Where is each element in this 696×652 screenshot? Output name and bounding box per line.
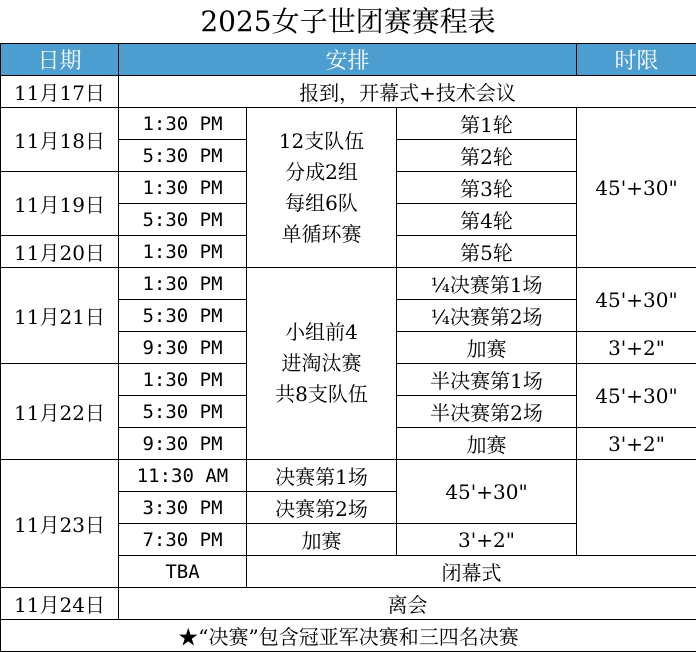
date-cell: 11月19日	[1, 172, 119, 236]
round-cell: 第1轮	[397, 108, 577, 140]
time-cell: 9:30 PM	[119, 332, 247, 364]
round-cell: 第3轮	[397, 172, 577, 204]
time-cell: 1:30 PM	[119, 108, 247, 140]
round-cell: 第4轮	[397, 204, 577, 236]
time-limit-cell: 45'+30"	[577, 268, 696, 332]
page-title: 2025女子世团赛赛程表	[0, 0, 696, 43]
group-stage-description	[247, 108, 397, 268]
time-cell: 1:30 PM	[119, 364, 247, 396]
knockout-line: 进淘汰赛	[247, 348, 396, 379]
header-date: 日期	[1, 44, 119, 76]
match-cell: ¼决赛第1场	[397, 268, 577, 300]
table-row	[1, 588, 696, 620]
date-cell: 11月24日	[1, 588, 119, 620]
group-stage-line: 每组6队	[247, 188, 396, 219]
time-limit-cell: 45'+30"	[577, 364, 696, 428]
time-cell: 1:30 PM	[119, 172, 247, 204]
event-cell: 报到，开幕式+技术会议	[119, 76, 696, 108]
time-cell: 3:30 PM	[119, 492, 247, 524]
time-cell: 5:30 PM	[119, 140, 247, 172]
knockout-description	[247, 268, 397, 460]
match-cell: ¼决赛第2场	[397, 300, 577, 332]
time-limit-cell: 3'+2"	[577, 428, 696, 460]
round-cell: 第5轮	[397, 236, 577, 268]
time-cell: 11:30 AM	[119, 460, 247, 492]
match-cell: 决赛第2场	[247, 492, 397, 524]
event-cell: 离会	[119, 588, 696, 620]
time-cell: 9:30 PM	[119, 428, 247, 460]
time-limit-cell: 3'+2"	[577, 332, 696, 364]
match-cell: 加赛	[397, 332, 577, 364]
match-cell: 加赛	[397, 428, 577, 460]
time-cell: 1:30 PM	[119, 268, 247, 300]
time-cell: 1:30 PM	[119, 236, 247, 268]
time-limit-cell: 45'+30"	[577, 108, 696, 268]
date-cell: 11月21日	[1, 268, 119, 364]
header-arrangement: 安排	[119, 44, 577, 76]
date-cell: 11月23日	[1, 460, 119, 588]
match-cell: 加赛	[247, 524, 397, 556]
schedule-table	[0, 43, 696, 652]
match-cell: 半决赛第1场	[397, 364, 577, 396]
time-cell: 5:30 PM	[119, 300, 247, 332]
date-cell: 11月22日	[1, 364, 119, 460]
group-stage-line: 分成2组	[247, 157, 396, 188]
date-cell: 11月17日	[1, 76, 119, 108]
table-row	[1, 108, 696, 140]
header-row	[1, 44, 696, 76]
footnote-row	[1, 620, 696, 652]
table-row	[1, 268, 696, 300]
group-stage-line: 单循环赛	[247, 219, 396, 250]
knockout-line: 小组前4	[247, 317, 396, 348]
header-time-limit: 时限	[577, 44, 696, 76]
round-cell: 第2轮	[397, 140, 577, 172]
match-cell: 半决赛第2场	[397, 396, 577, 428]
time-cell: 7:30 PM	[119, 524, 247, 556]
time-limit-cell: 45'+30"	[397, 460, 577, 524]
date-cell: 11月18日	[1, 108, 119, 172]
table-row	[1, 76, 696, 108]
time-cell: 5:30 PM	[119, 396, 247, 428]
group-stage-line: 12支队伍	[247, 126, 396, 157]
table-row	[1, 460, 696, 492]
date-cell: 11月20日	[1, 236, 119, 268]
knockout-line: 共8支队伍	[247, 379, 396, 410]
footnote: ★“决赛”包含冠亚军决赛和三四名决赛	[1, 620, 696, 652]
time-limit-cell: 3'+2"	[397, 524, 577, 556]
match-cell: 决赛第1场	[247, 460, 397, 492]
event-cell: 闭幕式	[247, 556, 696, 588]
time-cell: TBA	[119, 556, 247, 588]
time-cell: 5:30 PM	[119, 204, 247, 236]
